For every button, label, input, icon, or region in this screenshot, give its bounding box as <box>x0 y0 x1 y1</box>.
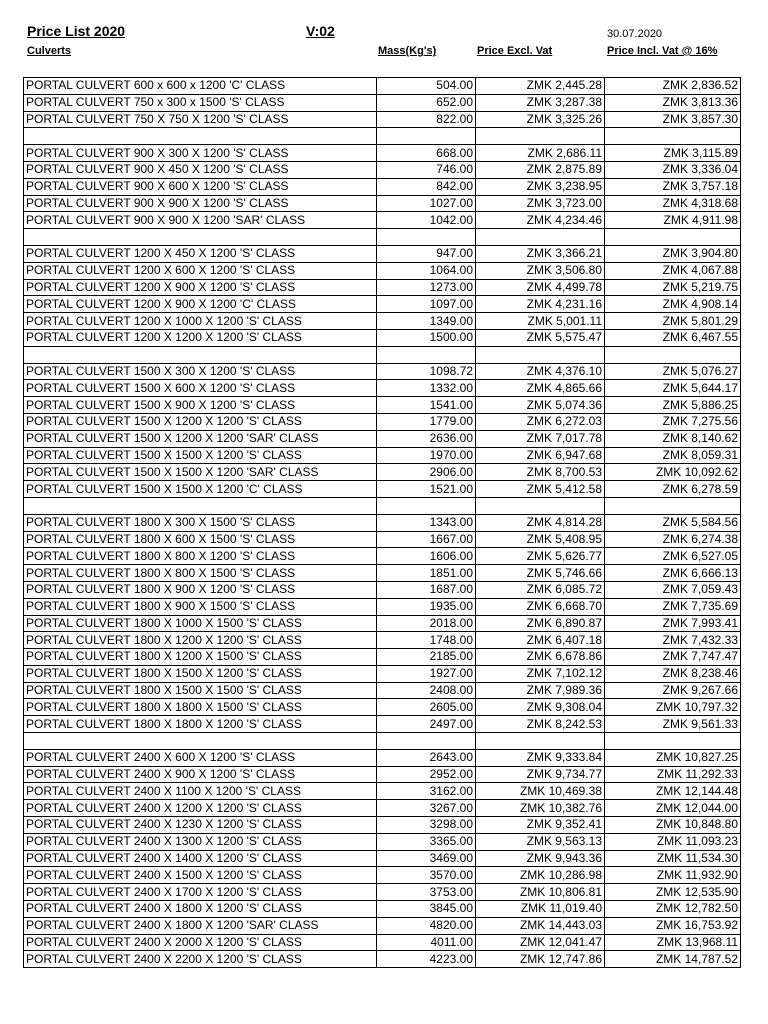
price-excl-vat-cell: ZMK 4,376.10 <box>476 363 605 380</box>
table-row <box>24 867 741 884</box>
table-row <box>24 279 741 296</box>
price-excl-vat-cell: ZMK 6,272.03 <box>476 413 605 430</box>
price-incl-vat-cell: ZMK 10,797.32 <box>605 699 741 716</box>
item-description-cell: PORTAL CULVERT 2400 X 600 X 1200 'S' CLASS <box>24 749 377 766</box>
table-row <box>24 78 741 95</box>
item-description-cell: PORTAL CULVERT 1800 X 1500 X 1200 'S' CLASS <box>24 665 377 682</box>
price-excl-vat-cell: ZMK 6,678.86 <box>476 649 605 666</box>
item-description-cell: PORTAL CULVERT 1200 X 900 X 1200 'C' CLASS <box>24 296 377 313</box>
price-incl-vat-cell: ZMK 5,076.27 <box>605 363 741 380</box>
mass-cell: 504.00 <box>377 78 476 95</box>
price-excl-vat-cell: ZMK 3,723.00 <box>476 195 605 212</box>
table-row <box>24 481 741 498</box>
item-description-cell: PORTAL CULVERT 2400 X 2200 X 1200 'S' CLASS <box>24 951 377 968</box>
price-excl-vat-cell: ZMK 3,325.26 <box>476 111 605 128</box>
empty-cell <box>476 733 605 750</box>
table-row <box>24 699 741 716</box>
item-description-cell: PORTAL CULVERT 750 X 750 X 1200 'S' CLASS <box>24 111 377 128</box>
price-incl-vat-cell: ZMK 2,836.52 <box>605 78 741 95</box>
table-row <box>24 531 741 548</box>
item-description-cell: PORTAL CULVERT 2400 X 900 X 1200 'S' CLASS <box>24 766 377 783</box>
price-excl-vat-cell: ZMK 7,017.78 <box>476 430 605 447</box>
item-description-cell: PORTAL CULVERT 1800 X 1800 X 1500 'S' CLASS <box>24 699 377 716</box>
mass-cell: 3162.00 <box>377 783 476 800</box>
mass-cell: 4223.00 <box>377 951 476 968</box>
price-incl-vat-cell: ZMK 12,144.48 <box>605 783 741 800</box>
column-header-mass: Mass(Kg's) <box>378 45 437 57</box>
item-description-cell: PORTAL CULVERT 1800 X 1200 X 1200 'S' CLASS <box>24 632 377 649</box>
price-excl-vat-cell: ZMK 11,019.40 <box>476 901 605 918</box>
mass-cell: 1042.00 <box>377 212 476 229</box>
price-incl-vat-cell: ZMK 10,848.80 <box>605 817 741 834</box>
item-description-cell: PORTAL CULVERT 2400 X 1200 X 1200 'S' CLASS <box>24 800 377 817</box>
empty-cell <box>377 497 476 514</box>
empty-cell <box>605 733 741 750</box>
empty-cell <box>24 229 377 246</box>
mass-cell: 3469.00 <box>377 850 476 867</box>
mass-cell: 2018.00 <box>377 615 476 632</box>
mass-cell: 1332.00 <box>377 380 476 397</box>
mass-cell: 822.00 <box>377 111 476 128</box>
price-excl-vat-cell: ZMK 3,506.80 <box>476 262 605 279</box>
table-row <box>24 649 741 666</box>
price-incl-vat-cell: ZMK 12,044.00 <box>605 800 741 817</box>
item-description-cell: PORTAL CULVERT 1500 X 1200 X 1200 'S' CLASS <box>24 413 377 430</box>
price-incl-vat-cell: ZMK 4,911.98 <box>605 212 741 229</box>
price-incl-vat-cell: ZMK 16,753.92 <box>605 917 741 934</box>
price-incl-vat-cell: ZMK 11,932.90 <box>605 867 741 884</box>
mass-cell: 3298.00 <box>377 817 476 834</box>
group-separator-row <box>24 229 741 246</box>
mass-cell: 4820.00 <box>377 917 476 934</box>
empty-cell <box>377 128 476 145</box>
price-list-body <box>24 78 741 968</box>
price-incl-vat-cell: ZMK 3,813.36 <box>605 94 741 111</box>
item-description-cell: PORTAL CULVERT 2400 X 1800 X 1200 'SAR' CLASS <box>24 917 377 934</box>
mass-cell: 3845.00 <box>377 901 476 918</box>
price-excl-vat-cell: ZMK 9,734.77 <box>476 766 605 783</box>
item-description-cell: PORTAL CULVERT 1800 X 1000 X 1500 'S' CLASS <box>24 615 377 632</box>
price-excl-vat-cell: ZMK 10,382.76 <box>476 800 605 817</box>
price-excl-vat-cell: ZMK 3,238.95 <box>476 178 605 195</box>
price-excl-vat-cell: ZMK 9,308.04 <box>476 699 605 716</box>
group-separator-row <box>24 346 741 363</box>
price-incl-vat-cell: ZMK 5,801.29 <box>605 313 741 330</box>
group-separator-row <box>24 128 741 145</box>
price-incl-vat-cell: ZMK 6,278.59 <box>605 481 741 498</box>
price-incl-vat-cell: ZMK 8,140.62 <box>605 430 741 447</box>
price-excl-vat-cell: ZMK 7,989.36 <box>476 682 605 699</box>
price-incl-vat-cell: ZMK 6,467.55 <box>605 329 741 346</box>
item-description-cell: PORTAL CULVERT 900 X 600 X 1200 'S' CLASS <box>24 178 377 195</box>
price-excl-vat-cell: ZMK 10,469.38 <box>476 783 605 800</box>
item-description-cell: PORTAL CULVERT 1500 X 300 X 1200 'S' CLASS <box>24 363 377 380</box>
price-excl-vat-cell: ZMK 9,352.41 <box>476 817 605 834</box>
price-incl-vat-cell: ZMK 13,968.11 <box>605 934 741 951</box>
table-row <box>24 514 741 531</box>
price-excl-vat-cell: ZMK 3,366.21 <box>476 245 605 262</box>
mass-cell: 2605.00 <box>377 699 476 716</box>
price-excl-vat-cell: ZMK 9,563.13 <box>476 833 605 850</box>
table-row <box>24 817 741 834</box>
price-excl-vat-cell: ZMK 5,001.11 <box>476 313 605 330</box>
empty-cell <box>476 497 605 514</box>
item-description-cell: PORTAL CULVERT 1800 X 900 X 1200 'S' CLASS <box>24 581 377 598</box>
price-excl-vat-cell: ZMK 2,875.89 <box>476 161 605 178</box>
price-incl-vat-cell: ZMK 6,666.13 <box>605 565 741 582</box>
empty-cell <box>476 128 605 145</box>
price-incl-vat-cell: ZMK 12,535.90 <box>605 884 741 901</box>
table-row <box>24 884 741 901</box>
empty-cell <box>377 229 476 246</box>
price-incl-vat-cell: ZMK 3,336.04 <box>605 161 741 178</box>
empty-cell <box>605 229 741 246</box>
mass-cell: 947.00 <box>377 245 476 262</box>
empty-cell <box>24 346 377 363</box>
table-row <box>24 800 741 817</box>
price-incl-vat-cell: ZMK 3,904.80 <box>605 245 741 262</box>
table-row <box>24 145 741 162</box>
price-incl-vat-cell: ZMK 5,219.75 <box>605 279 741 296</box>
price-incl-vat-cell: ZMK 4,318.68 <box>605 195 741 212</box>
table-row <box>24 632 741 649</box>
price-incl-vat-cell: ZMK 3,757.18 <box>605 178 741 195</box>
price-incl-vat-cell: ZMK 8,059.31 <box>605 447 741 464</box>
price-excl-vat-cell: ZMK 6,085.72 <box>476 581 605 598</box>
price-incl-vat-cell: ZMK 5,644.17 <box>605 380 741 397</box>
group-separator-row <box>24 733 741 750</box>
item-description-cell: PORTAL CULVERT 1500 X 1500 X 1200 'SAR' CLASS <box>24 464 377 481</box>
mass-cell: 1541.00 <box>377 397 476 414</box>
table-row <box>24 548 741 565</box>
empty-cell <box>476 229 605 246</box>
table-row <box>24 581 741 598</box>
price-excl-vat-cell: ZMK 4,234.46 <box>476 212 605 229</box>
table-row <box>24 363 741 380</box>
price-excl-vat-cell: ZMK 10,286.98 <box>476 867 605 884</box>
table-row <box>24 598 741 615</box>
table-row <box>24 934 741 951</box>
table-row <box>24 901 741 918</box>
table-row <box>24 749 741 766</box>
price-excl-vat-cell: ZMK 14,443.03 <box>476 917 605 934</box>
item-description-cell: PORTAL CULVERT 900 X 450 X 1200 'S' CLASS <box>24 161 377 178</box>
item-description-cell: PORTAL CULVERT 2400 X 1300 X 1200 'S' CLASS <box>24 833 377 850</box>
empty-cell <box>24 733 377 750</box>
item-description-cell: PORTAL CULVERT 2400 X 1700 X 1200 'S' CLASS <box>24 884 377 901</box>
table-row <box>24 313 741 330</box>
item-description-cell: PORTAL CULVERT 1800 X 600 X 1500 'S' CLASS <box>24 531 377 548</box>
mass-cell: 842.00 <box>377 178 476 195</box>
mass-cell: 3267.00 <box>377 800 476 817</box>
table-row <box>24 161 741 178</box>
price-excl-vat-cell: ZMK 5,408.95 <box>476 531 605 548</box>
item-description-cell: PORTAL CULVERT 2400 X 1800 X 1200 'S' CLASS <box>24 901 377 918</box>
price-incl-vat-cell: ZMK 6,274.38 <box>605 531 741 548</box>
mass-cell: 652.00 <box>377 94 476 111</box>
mass-cell: 1606.00 <box>377 548 476 565</box>
item-description-cell: PORTAL CULVERT 1800 X 800 X 1200 'S' CLASS <box>24 548 377 565</box>
price-excl-vat-cell: ZMK 7,102.12 <box>476 665 605 682</box>
item-description-cell: PORTAL CULVERT 1200 X 1000 X 1200 'S' CLASS <box>24 313 377 330</box>
price-excl-vat-cell: ZMK 6,890.87 <box>476 615 605 632</box>
mass-cell: 1027.00 <box>377 195 476 212</box>
version-label: V:02 <box>306 23 335 39</box>
price-excl-vat-cell: ZMK 4,499.78 <box>476 279 605 296</box>
table-row <box>24 716 741 733</box>
table-row <box>24 397 741 414</box>
item-description-cell: PORTAL CULVERT 2400 X 1230 X 1200 'S' CLASS <box>24 817 377 834</box>
price-excl-vat-cell: ZMK 9,333.84 <box>476 749 605 766</box>
mass-cell: 668.00 <box>377 145 476 162</box>
item-description-cell: PORTAL CULVERT 2400 X 1400 X 1200 'S' CLASS <box>24 850 377 867</box>
price-incl-vat-cell: ZMK 10,092.62 <box>605 464 741 481</box>
price-excl-vat-cell: ZMK 6,668.70 <box>476 598 605 615</box>
price-incl-vat-cell: ZMK 3,115.89 <box>605 145 741 162</box>
table-row <box>24 430 741 447</box>
table-row <box>24 766 741 783</box>
price-excl-vat-cell: ZMK 2,445.28 <box>476 78 605 95</box>
item-description-cell: PORTAL CULVERT 1800 X 800 X 1500 'S' CLASS <box>24 565 377 582</box>
item-description-cell: PORTAL CULVERT 1500 X 1500 X 1200 'S' CLASS <box>24 447 377 464</box>
table-row <box>24 833 741 850</box>
mass-cell: 1098.72 <box>377 363 476 380</box>
table-row <box>24 783 741 800</box>
mass-cell: 2408.00 <box>377 682 476 699</box>
price-excl-vat-cell: ZMK 5,575.47 <box>476 329 605 346</box>
price-incl-vat-cell: ZMK 14,787.52 <box>605 951 741 968</box>
price-incl-vat-cell: ZMK 9,561.33 <box>605 716 741 733</box>
mass-cell: 1500.00 <box>377 329 476 346</box>
empty-cell <box>24 128 377 145</box>
table-row <box>24 951 741 968</box>
table-row <box>24 665 741 682</box>
table-row <box>24 178 741 195</box>
price-incl-vat-cell: ZMK 7,747.47 <box>605 649 741 666</box>
group-separator-row <box>24 497 741 514</box>
price-incl-vat-cell: ZMK 5,886.25 <box>605 397 741 414</box>
item-description-cell: PORTAL CULVERT 2400 X 1100 X 1200 'S' CLASS <box>24 783 377 800</box>
price-incl-vat-cell: ZMK 11,093.23 <box>605 833 741 850</box>
mass-cell: 3753.00 <box>377 884 476 901</box>
item-description-cell: PORTAL CULVERT 1200 X 1200 X 1200 'S' CLASS <box>24 329 377 346</box>
price-incl-vat-cell: ZMK 3,857.30 <box>605 111 741 128</box>
mass-cell: 746.00 <box>377 161 476 178</box>
mass-cell: 1521.00 <box>377 481 476 498</box>
table-row <box>24 245 741 262</box>
price-excl-vat-cell: ZMK 9,943.36 <box>476 850 605 867</box>
mass-cell: 1349.00 <box>377 313 476 330</box>
price-excl-vat-cell: ZMK 8,242.53 <box>476 716 605 733</box>
price-list-table <box>23 77 741 968</box>
table-row <box>24 413 741 430</box>
mass-cell: 3570.00 <box>377 867 476 884</box>
table-row <box>24 682 741 699</box>
document-date: 30.07.2020 <box>607 28 663 40</box>
item-description-cell: PORTAL CULVERT 1800 X 1500 X 1500 'S' CLASS <box>24 682 377 699</box>
mass-cell: 1343.00 <box>377 514 476 531</box>
column-header-price-incl-vat: Price Incl. Vat @ 16% <box>607 45 718 57</box>
price-excl-vat-cell: ZMK 6,947.68 <box>476 447 605 464</box>
price-incl-vat-cell: ZMK 11,534.30 <box>605 850 741 867</box>
item-description-cell: PORTAL CULVERT 1800 X 1200 X 1500 'S' CLASS <box>24 649 377 666</box>
empty-cell <box>476 346 605 363</box>
mass-cell: 1667.00 <box>377 531 476 548</box>
mass-cell: 3365.00 <box>377 833 476 850</box>
price-excl-vat-cell: ZMK 10,806.81 <box>476 884 605 901</box>
table-row <box>24 296 741 313</box>
mass-cell: 1851.00 <box>377 565 476 582</box>
mass-cell: 1748.00 <box>377 632 476 649</box>
price-incl-vat-cell: ZMK 7,735.69 <box>605 598 741 615</box>
price-excl-vat-cell: ZMK 5,746.66 <box>476 565 605 582</box>
page-title: Price List 2020 <box>27 23 126 39</box>
item-description-cell: PORTAL CULVERT 1500 X 900 X 1200 'S' CLASS <box>24 397 377 414</box>
mass-cell: 1273.00 <box>377 279 476 296</box>
price-incl-vat-cell: ZMK 10,827.25 <box>605 749 741 766</box>
price-incl-vat-cell: ZMK 12,782.50 <box>605 901 741 918</box>
item-description-cell: PORTAL CULVERT 1500 X 1500 X 1200 'C' CLASS <box>24 481 377 498</box>
mass-cell: 1097.00 <box>377 296 476 313</box>
price-incl-vat-cell: ZMK 11,292.33 <box>605 766 741 783</box>
price-incl-vat-cell: ZMK 4,067.88 <box>605 262 741 279</box>
price-excl-vat-cell: ZMK 3,287.38 <box>476 94 605 111</box>
table-row <box>24 94 741 111</box>
mass-cell: 1064.00 <box>377 262 476 279</box>
price-incl-vat-cell: ZMK 7,993.41 <box>605 615 741 632</box>
empty-cell <box>24 497 377 514</box>
item-description-cell: PORTAL CULVERT 900 X 900 X 1200 'SAR' CLASS <box>24 212 377 229</box>
item-description-cell: PORTAL CULVERT 1200 X 450 X 1200 'S' CLASS <box>24 245 377 262</box>
mass-cell: 1935.00 <box>377 598 476 615</box>
price-excl-vat-cell: ZMK 12,041.47 <box>476 934 605 951</box>
price-incl-vat-cell: ZMK 7,432.33 <box>605 632 741 649</box>
empty-cell <box>377 733 476 750</box>
price-incl-vat-cell: ZMK 7,275.56 <box>605 413 741 430</box>
item-description-cell: PORTAL CULVERT 2400 X 1500 X 1200 'S' CLASS <box>24 867 377 884</box>
price-incl-vat-cell: ZMK 4,908.14 <box>605 296 741 313</box>
empty-cell <box>377 346 476 363</box>
item-description-cell: PORTAL CULVERT 1200 X 600 X 1200 'S' CLASS <box>24 262 377 279</box>
table-row <box>24 195 741 212</box>
price-excl-vat-cell: ZMK 8,700.53 <box>476 464 605 481</box>
price-incl-vat-cell: ZMK 6,527.05 <box>605 548 741 565</box>
price-excl-vat-cell: ZMK 5,626.77 <box>476 548 605 565</box>
item-description-cell: PORTAL CULVERT 1800 X 1800 X 1200 'S' CLASS <box>24 716 377 733</box>
mass-cell: 4011.00 <box>377 934 476 951</box>
item-description-cell: PORTAL CULVERT 1500 X 600 X 1200 'S' CLASS <box>24 380 377 397</box>
table-row <box>24 850 741 867</box>
mass-cell: 2643.00 <box>377 749 476 766</box>
item-description-cell: PORTAL CULVERT 1500 X 1200 X 1200 'SAR' CLASS <box>24 430 377 447</box>
item-description-cell: PORTAL CULVERT 2400 X 2000 X 1200 'S' CLASS <box>24 934 377 951</box>
table-row <box>24 380 741 397</box>
mass-cell: 1779.00 <box>377 413 476 430</box>
column-header-price-excl-vat: Price Excl. Vat <box>477 45 553 57</box>
item-description-cell: PORTAL CULVERT 1800 X 900 X 1500 'S' CLASS <box>24 598 377 615</box>
price-excl-vat-cell: ZMK 4,814.28 <box>476 514 605 531</box>
price-incl-vat-cell: ZMK 5,584.56 <box>605 514 741 531</box>
item-description-cell: PORTAL CULVERT 900 X 900 X 1200 'S' CLASS <box>24 195 377 212</box>
table-row <box>24 464 741 481</box>
mass-cell: 1927.00 <box>377 665 476 682</box>
price-excl-vat-cell: ZMK 4,865.66 <box>476 380 605 397</box>
item-description-cell: PORTAL CULVERT 1800 X 300 X 1500 'S' CLASS <box>24 514 377 531</box>
column-header-item: Culverts <box>27 45 72 57</box>
mass-cell: 2906.00 <box>377 464 476 481</box>
table-row <box>24 212 741 229</box>
table-row <box>24 615 741 632</box>
table-row <box>24 565 741 582</box>
price-excl-vat-cell: ZMK 4,231.16 <box>476 296 605 313</box>
empty-cell <box>605 497 741 514</box>
table-row <box>24 329 741 346</box>
item-description-cell: PORTAL CULVERT 600 x 600 x 1200 'C' CLASS <box>24 78 377 95</box>
mass-cell: 1687.00 <box>377 581 476 598</box>
item-description-cell: PORTAL CULVERT 900 X 300 X 1200 'S' CLASS <box>24 145 377 162</box>
price-excl-vat-cell: ZMK 12,747.86 <box>476 951 605 968</box>
empty-cell <box>605 128 741 145</box>
table-row <box>24 111 741 128</box>
price-excl-vat-cell: ZMK 2,686.11 <box>476 145 605 162</box>
mass-cell: 2497.00 <box>377 716 476 733</box>
table-row <box>24 262 741 279</box>
mass-cell: 2636.00 <box>377 430 476 447</box>
mass-cell: 1970.00 <box>377 447 476 464</box>
item-description-cell: PORTAL CULVERT 750 x 300 x 1500 'S' CLASS <box>24 94 377 111</box>
mass-cell: 2185.00 <box>377 649 476 666</box>
table-row <box>24 917 741 934</box>
empty-cell <box>605 346 741 363</box>
table-row <box>24 447 741 464</box>
price-excl-vat-cell: ZMK 5,074.36 <box>476 397 605 414</box>
mass-cell: 2952.00 <box>377 766 476 783</box>
price-incl-vat-cell: ZMK 8,238.46 <box>605 665 741 682</box>
price-incl-vat-cell: ZMK 9,267.66 <box>605 682 741 699</box>
price-incl-vat-cell: ZMK 7,059.43 <box>605 581 741 598</box>
price-excl-vat-cell: ZMK 5,412.58 <box>476 481 605 498</box>
price-excl-vat-cell: ZMK 6,407.18 <box>476 632 605 649</box>
item-description-cell: PORTAL CULVERT 1200 X 900 X 1200 'S' CLASS <box>24 279 377 296</box>
